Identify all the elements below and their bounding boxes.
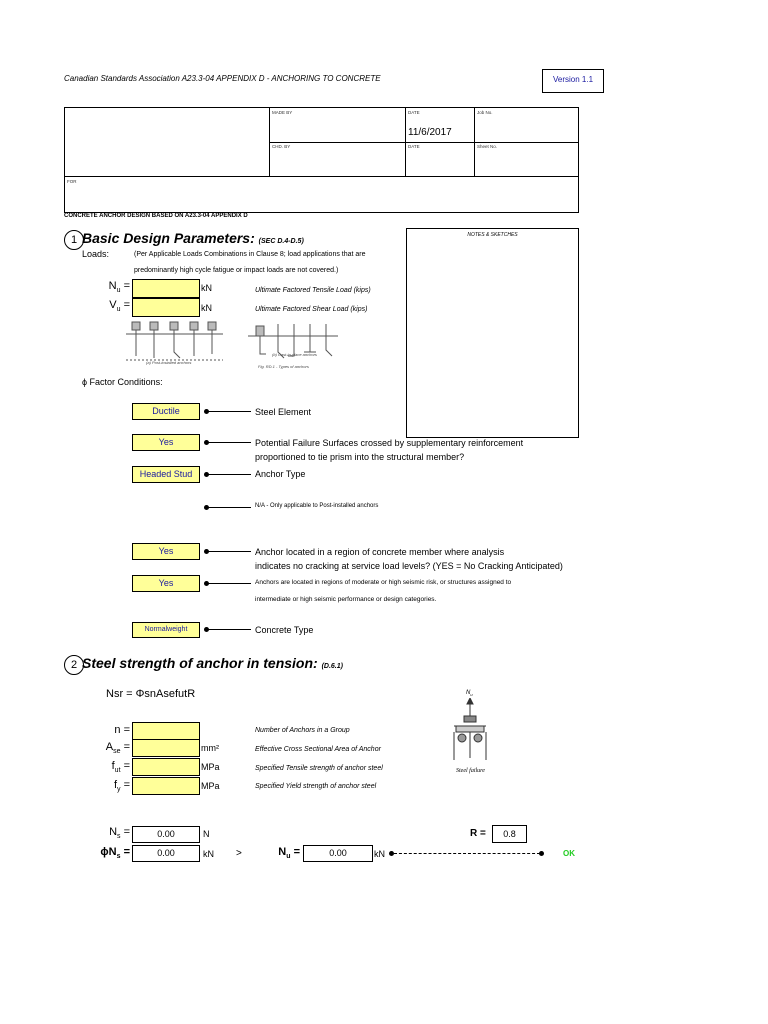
anchor-type-select[interactable]: Headed Stud [132, 466, 200, 483]
phi-conditions-label: ϕ Factor Conditions: [82, 377, 163, 387]
section1-title-text: Basic Design Parameters: [82, 230, 255, 246]
status-ok: OK [563, 849, 575, 858]
document-title: Canadian Standards Association A23.3-04 APPENDIX D - ANCHORING TO CONCRETE [64, 74, 381, 83]
n-input[interactable] [132, 722, 200, 740]
nu-unit: kN [201, 283, 212, 293]
checked-by-label: CHD. BY [272, 144, 291, 149]
concrete-type-select[interactable]: Normalweight [132, 622, 200, 638]
ase-desc: Effective Cross Sectional Area of Anchor [255, 746, 381, 753]
vu-unit: kN [201, 303, 212, 313]
nu-desc: Ultimate Factored Tensile Load (kips) [255, 287, 371, 294]
section2-title [82, 655, 343, 671]
seismic-select[interactable]: Yes [132, 575, 200, 592]
fy-label: $f_y$ = [113, 779, 130, 794]
connector-line [207, 442, 251, 443]
n-label: n = [114, 724, 130, 736]
ns-value: 0.00 [132, 826, 200, 843]
post-installed-note: N/A - Only applicable to Post-installed anchors [255, 503, 379, 509]
ns-unit: N [203, 829, 210, 839]
title-block [64, 107, 579, 213]
section2-title-text: Steel strength of anchor in tension: [82, 655, 318, 671]
made-by-label: MADE BY [272, 110, 293, 115]
nu-check-unit: kN [374, 849, 385, 859]
steel-element-desc: Steel Element [255, 407, 312, 417]
loads-note-2: predominantly high cycle fatigue or impact loads are not covered.) [134, 267, 339, 274]
steel-element-select[interactable]: Ductile [132, 403, 200, 420]
vu-label: $V_u$ = [109, 299, 130, 314]
notes-box[interactable] [406, 228, 579, 438]
vu-desc: Ultimate Factored Shear Load (kips) [255, 306, 368, 313]
greater-than-sign: > [236, 848, 242, 859]
concrete-type-desc: Concrete Type [255, 625, 314, 635]
anchor-type-desc: Anchor Type [255, 469, 306, 479]
for-label: FOR [67, 179, 77, 184]
no-cracking-desc-1: Anchor located in a region of concrete member where analysis [255, 547, 505, 557]
supplementary-desc-2: proportioned to tie prism into the structural member? [255, 452, 465, 462]
ase-label: $A_{se}$ = [105, 741, 130, 756]
nu-check-value: 0.00 [303, 845, 373, 862]
connector-line [207, 474, 251, 475]
seismic-desc-1: Anchors are located in regions of moderate or high seismic risk, or structures assigned to [255, 579, 512, 586]
supplementary-desc-1: Potential Failure Surfaces crossed by supplementary reinforcement [255, 438, 524, 448]
section1-ref: (SEC D.4-D.5) [258, 238, 304, 245]
r-value[interactable]: 0.8 [492, 825, 527, 843]
loads-label: Loads: [82, 249, 110, 259]
ns-label: $N_s$ = [109, 826, 130, 841]
phi-ns-label: $\phi N_s$ = [100, 846, 130, 861]
supplementary-reinforcement-select[interactable]: Yes [132, 434, 200, 451]
steel-failure-load-label: $N_u$ [466, 690, 473, 698]
connector-line [207, 629, 251, 630]
connector-line [207, 411, 251, 412]
date-label: DATE [408, 110, 420, 115]
r-label: R = [470, 828, 486, 839]
ase-unit: mm² [201, 743, 219, 753]
fig-b-caption: (b) Cast-in-place anchors [272, 352, 317, 357]
connector-line [207, 583, 251, 584]
design-basis: CONCRETE ANCHOR DESIGN BASED ON A23.3-04 APPENDIX D [64, 213, 248, 219]
no-cracking-select[interactable]: Yes [132, 543, 200, 560]
fut-unit: MPa [201, 762, 220, 772]
steel-failure-caption: Steel failure [456, 768, 485, 774]
sheet-no-label: Sheet No. [477, 144, 498, 149]
steel-strength-formula: Nsr = ΦsnAsefutR [106, 688, 196, 700]
notes-label: NOTES & SKETCHES [467, 232, 518, 238]
phi-ns-unit: kN [203, 849, 214, 859]
date2-label: DATE [408, 144, 420, 149]
section2-ref: (D.6.1) [321, 663, 343, 670]
connector-dashed-line [394, 853, 540, 854]
fy-unit: MPa [201, 781, 220, 791]
fy-desc: Specified Yield strength of anchor steel [255, 783, 377, 790]
no-cracking-desc-2: indicates no cracking at service load levels? (YES = No Cracking Anticipated) [255, 561, 563, 571]
connector-dot [539, 851, 544, 856]
date-value[interactable]: 11/6/2017 [408, 127, 452, 138]
connector-line [207, 507, 251, 508]
fut-label: $f_{ut}$ = [111, 760, 130, 775]
nu-check-label: $N_u$ = [278, 846, 300, 861]
version-badge: Version 1.1 [542, 69, 604, 93]
section1-title [82, 230, 304, 246]
ase-input[interactable] [132, 739, 200, 757]
job-no-label: Job No. [477, 110, 493, 115]
section1-number: 1 [64, 230, 84, 250]
fig-a-caption: (a) Post-installed anchors [146, 360, 192, 365]
connector-line [207, 551, 251, 552]
seismic-desc-2: intermediate or high seismic performance or design categories. [255, 596, 437, 603]
loads-note-1: (Per Applicable Loads Combinations in Clause 8; load applications that are [134, 251, 366, 258]
fy-input[interactable] [132, 777, 200, 795]
vu-input[interactable] [132, 298, 200, 317]
phi-ns-value: 0.00 [132, 845, 200, 862]
fut-desc: Specified Tensile strength of anchor steel [255, 765, 383, 772]
nu-input[interactable] [132, 279, 200, 298]
steel-failure-figure [450, 698, 490, 766]
n-desc: Number of Anchors in a Group [255, 727, 350, 734]
fut-input[interactable] [132, 758, 200, 776]
nu-label: $N_u$ = [108, 280, 130, 295]
section2-number: 2 [64, 655, 84, 675]
fig-caption: Fig. RD.1 - Types of anchors [258, 364, 309, 369]
